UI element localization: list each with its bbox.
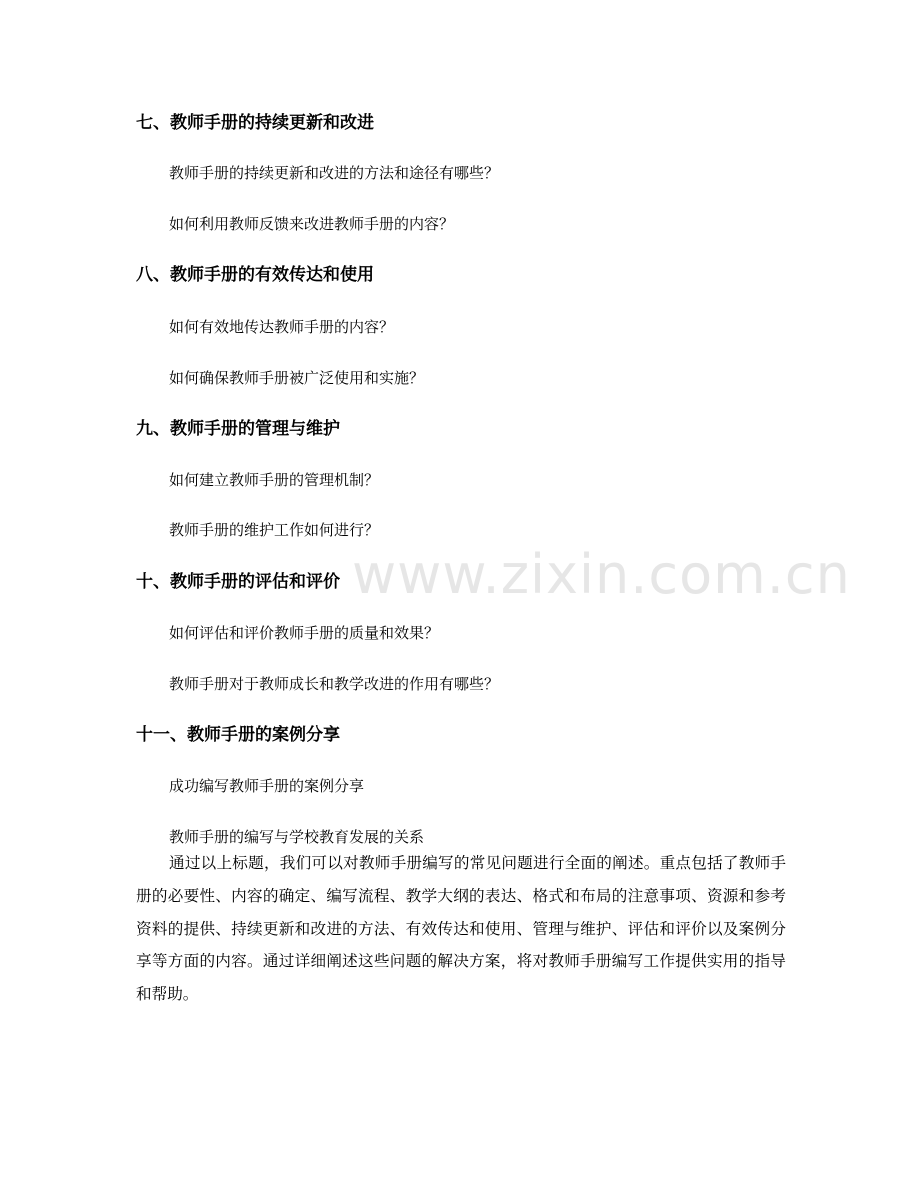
section-heading: 十、教师手册的评估和评价 [136,572,340,592]
section-heading: 九、教师手册的管理与维护 [136,419,340,439]
section-item: 教师手册对于教师成长和教学改进的作用有哪些？ [169,675,500,693]
section-item: 如何有效地传达教师手册的内容？ [169,318,395,336]
section-heading: 十一、教师手册的案例分享 [136,725,340,745]
section-item: 教师手册的维护工作如何进行？ [169,521,380,539]
section-item: 如何评估和评价教师手册的质量和效果？ [169,624,440,642]
section-item: 如何利用教师反馈来改进教师手册的内容？ [169,215,455,233]
summary-paragraph: 通过以上标题，我们可以对教师手册编写的常见问题进行全面的阐述。重点包括了教师手册的必要性、内容的确定、编写流程、教学大纲的表达、格式和布局的注意事项、资源和参考资料的提供、持续更新和改进的方法、有效传达和使用、管理与维护、评估和评价以及案例分享等方面的内容。通过详细阐述这些问题的解决方案，将对教师手册编写工作提供实用的指导和帮助。 [136,854,786,1004]
section-item: 教师手册的编写与学校教育发展的关系 [169,828,425,846]
section-item: 如何确保教师手册被广泛使用和实施？ [169,369,425,387]
section-heading: 八、教师手册的有效传达和使用 [136,265,374,285]
section-heading: 七、教师手册的持续更新和改进 [136,113,374,133]
site-watermark: www.zixin.com.cn [352,543,851,606]
section-item: 成功编写教师手册的案例分享 [169,777,365,795]
section-item: 教师手册的持续更新和改进的方法和途径有哪些？ [169,164,500,182]
section-item: 如何建立教师手册的管理机制？ [169,471,380,489]
